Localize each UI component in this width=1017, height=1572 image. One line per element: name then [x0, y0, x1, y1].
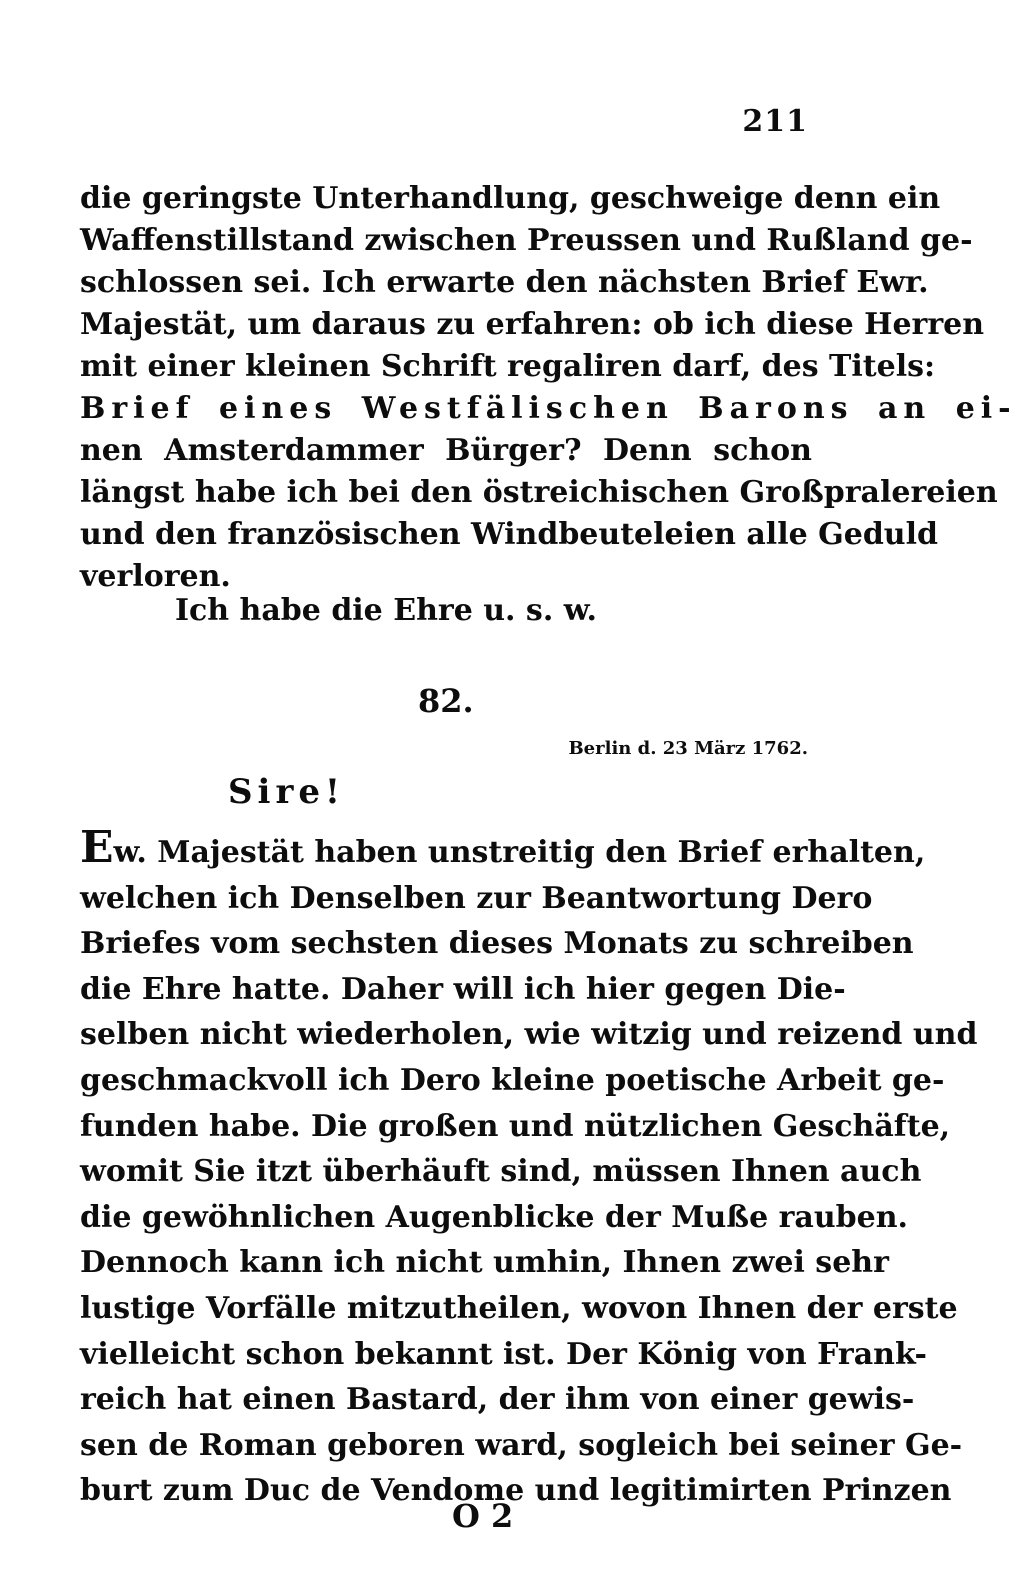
text-line: die Ehre hatte. Daher will ich hier gegen Die-: [80, 971, 846, 1007]
closing-formula: Ich habe die Ehre u. s. w.: [175, 593, 597, 628]
text-line: nen Amsterdammer Bürger? Denn schon: [80, 433, 812, 468]
drop-capital: E: [80, 822, 114, 873]
text-line: Dennoch kann ich nicht umhin, Ihnen zwei sehr: [80, 1245, 889, 1281]
salutation: Sire!: [228, 772, 345, 812]
text-line: selben nicht wiederholen, wie witzig und reizend und: [80, 1017, 978, 1053]
text-line: Majestät, um daraus zu erfahren: ob ich diese Herren: [80, 307, 985, 342]
text-line: schlossen sei. Ich erwarte den nächsten Brief Ewr.: [80, 265, 929, 300]
text-line: welchen ich Denselben zur Beantwortung Dero: [80, 880, 873, 916]
text-line: verloren.: [80, 559, 231, 594]
letter-number: 82.: [418, 682, 474, 720]
text-line: mit einer kleinen Schrift regaliren darf, des Titels:: [80, 349, 936, 384]
first-line-text: w. Majestät haben unstreitig den Brief erhalten,: [113, 835, 926, 870]
text-line: geschmackvoll ich Dero kleine poetische Arbeit ge-: [80, 1062, 945, 1098]
signature-mark: O 2: [452, 1497, 514, 1535]
text-line: und den französischen Windbeuteleien alle Geduld: [80, 517, 938, 552]
text-line: Waffenstillstand zwischen Preussen und Rußland ge-: [80, 223, 973, 258]
text-line: Briefes vom sechsten dieses Monats zu schreiben: [80, 926, 914, 962]
paragraph-2: [80, 822, 978, 1514]
text-line: vielleicht schon bekannt ist. Der König von Frank-: [80, 1336, 928, 1372]
text-line: sen de Roman geboren ward, sogleich bei seiner Ge-: [80, 1427, 963, 1463]
text-line: lustige Vorfälle mitzutheilen, wovon Ihnen der erste: [80, 1290, 958, 1326]
text-line: funden habe. Die großen und nützlichen Geschäfte,: [80, 1108, 951, 1144]
text-line: burt zum Duc de Vendome und legitimirten Prinzen: [80, 1473, 952, 1509]
text-line: die geringste Unterhandlung, geschweige denn ein: [80, 181, 941, 216]
text-line: Brief eines Westfälischen Barons an ei-: [80, 391, 1017, 426]
text-line-first: [80, 822, 926, 876]
text-line: womit Sie itzt überhäuft sind, müssen Ihnen auch: [80, 1154, 922, 1190]
text-line: längst habe ich bei den östreichischen Großpralereien: [80, 475, 998, 510]
dateline: Berlin d. 23 März 1762.: [568, 738, 808, 759]
text-line: die gewöhnlichen Augenblicke der Muße rauben.: [80, 1199, 908, 1235]
text-line: reich hat einen Bastard, der ihm von einer gewis-: [80, 1382, 915, 1418]
page-number: 211: [742, 104, 808, 139]
paragraph-1: [80, 178, 1017, 598]
